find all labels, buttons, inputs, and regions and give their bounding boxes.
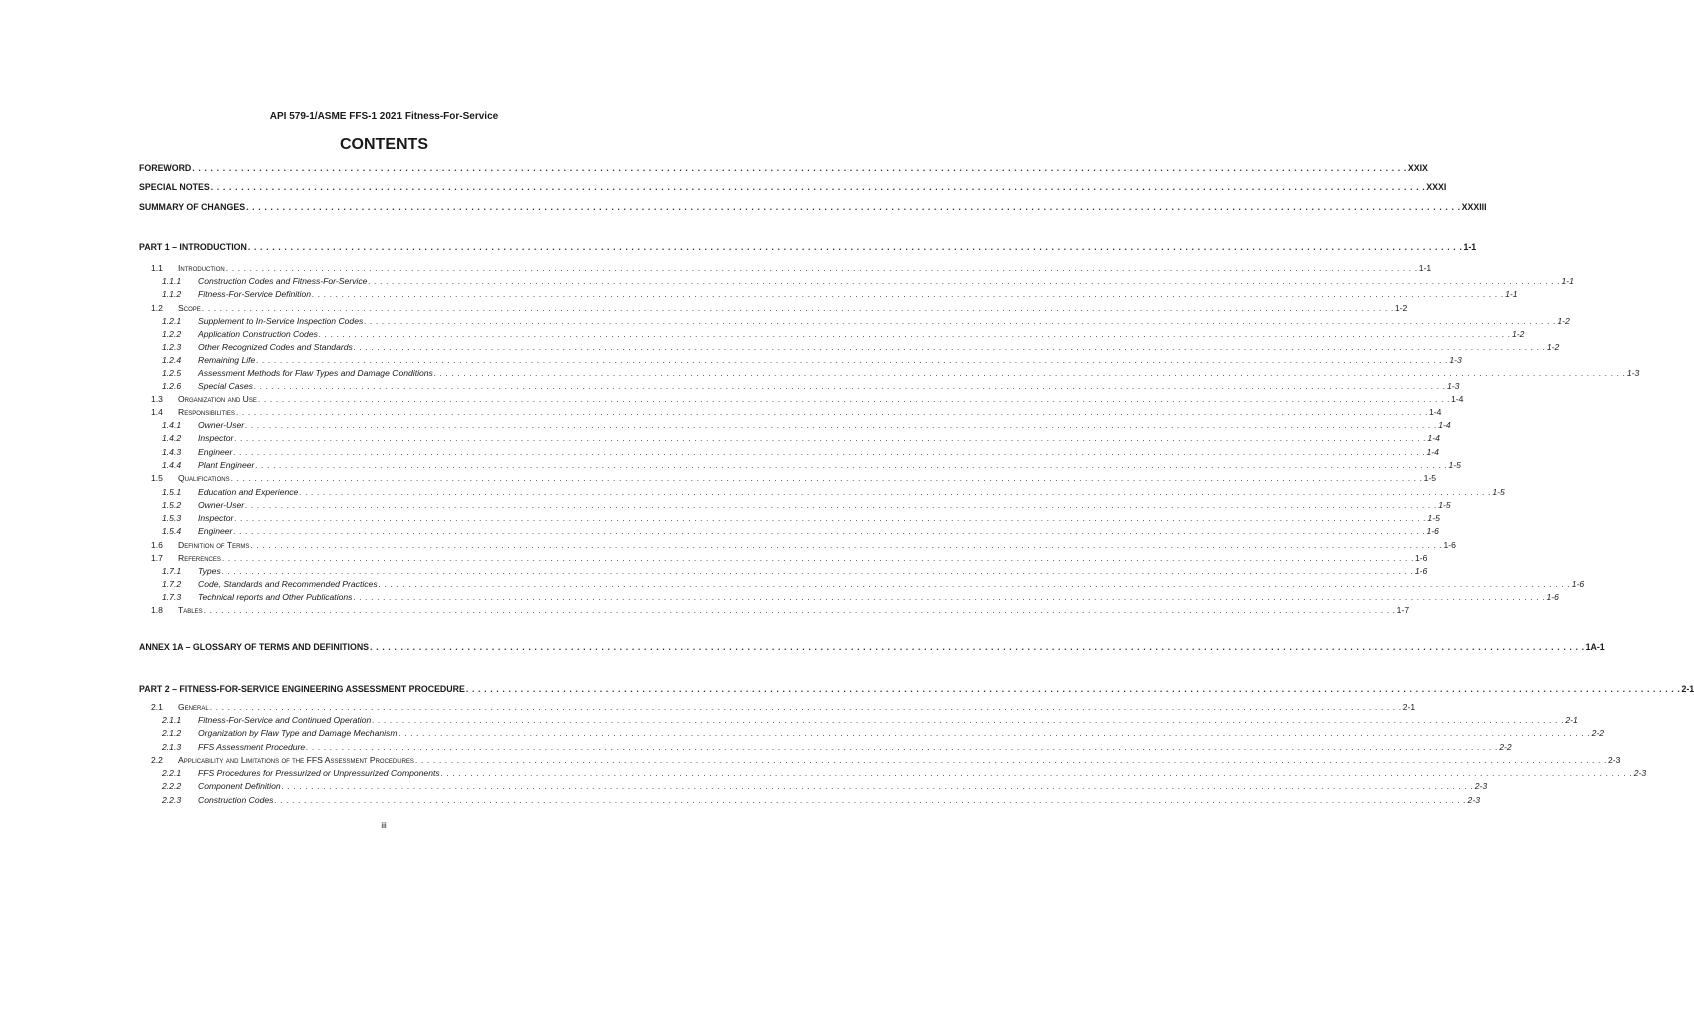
toc-entry-title: Technical reports and Other Publications bbox=[198, 592, 353, 602]
toc-entry-page: 2-1 bbox=[1565, 715, 1578, 725]
dot-leader: . . . . . . . . . . . . . . . . . . . . . . . . . . . . . . . . . . . . . . . . . . . . . . . . . . . . . . . . . . . . . . . . . . . . . . . . . . . . . . . . . . . . . . . . . . . . . . . . . . . . . . . . . . . . . . . . . . . . . . . . . . . . . . . . . . . . . . . . . . . . . . . . . . . . . . . . . . . . . . . . . . . . . . . . . . . . . . . . . . . . . . . . . . . . . . . . . . . . . . . . bbox=[235, 407, 1428, 417]
dot-leader: . . . . . . . . . . . . . . . . . . . . . . . . . . . . . . . . . . . . . . . . . . . . . . . . . . . . . . . . . . . . . . . . . . . . . . . . . . . . . . . . . . . . . . . . . . . . . . . . . . . . . . . . . . . . . . . . . . . . . . . . . . . . . . . . . . . . . . . . . . . . . . . . . . . . . . . . . . . . . . . . . . . . . . . . . . . . . . . . . . . . . . . . . . . . . . . . . . . . . . . . bbox=[225, 263, 1418, 273]
toc-entry-number: 2.1.3 bbox=[162, 742, 182, 752]
toc-entry-title: Application Construction Codes bbox=[198, 329, 318, 339]
dot-leader: . . . . . . . . . . . . . . . . . . . . . . . . . . . . . . . . . . . . . . . . . . . . . . . . . . . . . . . . . . . . . . . . . . . . . . . . . . . . . . . . . . . . . . . . . . . . . . . . . . . . . . . . . . . . . . . . . . . . . . . . . . . . . . . . . . . . . . . . . . . . . . . . . . . . . . . . . . . . . . . . . . . . . . . . . . . . . . . . . . . . . . . . . . . . . . . . . . . . . . . . bbox=[247, 242, 1463, 252]
toc-entry[interactable] bbox=[0, 262, 1432, 275]
toc-entry-title: Owner-User bbox=[198, 500, 245, 510]
toc-entry[interactable] bbox=[0, 288, 1518, 301]
dot-leader: . . . . . . . . . . . . . . . . . . . . . . . . . . . . . . . . . . . . . . . . . . . . . . . . . . . . . . . . . . . . . . . . . . . . . . . . . . . . . . . . . . . . . . . . . . . . . . . . . . . . . . . . . . . . . . . . . . . . . . . . . . . . . . . . . . . . . . . . . . . . . . . . . . . . . . . . . . . . . . . . . . . . . . . . . . . . . . . . . . . . . . . . . . . . . . . . . . . . . . . . bbox=[318, 329, 1511, 339]
toc-entry[interactable] bbox=[0, 714, 1578, 727]
toc-entry[interactable] bbox=[0, 315, 1570, 328]
toc-entry-page: 2-2 bbox=[1499, 742, 1512, 752]
toc-entry-page: 1-4 bbox=[1450, 394, 1464, 404]
toc-entry-number: 1.3 bbox=[151, 394, 163, 404]
toc-entry-title: General bbox=[178, 702, 209, 712]
toc-entry[interactable] bbox=[0, 432, 1440, 445]
toc-entry-title: Organization and Use bbox=[178, 394, 257, 404]
toc-entry-title: PART 1 – INTRODUCTION bbox=[139, 242, 247, 252]
toc-entry-page: 1-6 bbox=[1426, 526, 1439, 536]
toc-entry[interactable] bbox=[0, 525, 1439, 538]
dot-leader: . . . . . . . . . . . . . . . . . . . . . . . . . . . . . . . . . . . . . . . . . . . . . . . . . . . . . . . . . . . . . . . . . . . . . . . . . . . . . . . . . . . . . . . . . . . . . . . . . . . . . . . . . . . . . . . . . . . . . . . . . . . . . . . . . . . . . . . . . . . . . . . . . . . . . . . . . . . . . . . . . . . . . . . . . . . . . . . . . . . . . . . . . . . . . . . . . . . . . . . . bbox=[201, 303, 1394, 313]
toc-entry-title: Types bbox=[198, 566, 221, 576]
toc-entry-title: Construction Codes bbox=[198, 795, 274, 805]
toc-entry-page: 1-1 bbox=[1561, 276, 1574, 286]
toc-entry[interactable] bbox=[0, 683, 1694, 696]
toc-entry-page: XXIX bbox=[1407, 163, 1428, 173]
toc-entry-number: 1.1 bbox=[151, 263, 163, 273]
toc-entry-number: 1.2.1 bbox=[162, 316, 182, 326]
toc-entry-title: Inspector bbox=[198, 433, 234, 443]
toc-entry-page: 1-4 bbox=[1428, 407, 1442, 417]
dot-leader: . . . . . . . . . . . . . . . . . . . . . . . . . . . . . . . . . . . . . . . . . . . . . . . . . . . . . . . . . . . . . . . . . . . . . . . . . . . . . . . . . . . . . . . . . . . . . . . . . . . . . . . . . . . . . . . . . . . . . . . . . . . . . . . . . . . . . . . . . . . . . . . . . . . . . . . . . . . . . . . . . . . . . . . . . . . . . . . . . . . . . . . . . . . . . . . . . . . . . . . . bbox=[398, 728, 1591, 738]
dot-leader: . . . . . . . . . . . . . . . . . . . . . . . . . . . . . . . . . . . . . . . . . . . . . . . . . . . . . . . . . . . . . . . . . . . . . . . . . . . . . . . . . . . . . . . . . . . . . . . . . . . . . . . . . . . . . . . . . . . . . . . . . . . . . . . . . . . . . . . . . . . . . . . . . . . . . . . . . . . . . . . . . . . . . . . . . . . . . . . . . . . . . . . . . . . . . . . . . . . . . . . . bbox=[353, 592, 1546, 602]
toc-entry[interactable] bbox=[0, 459, 1461, 472]
toc-entry-number: 1.7 bbox=[151, 553, 163, 563]
toc-entry-page: 2-1 bbox=[1681, 684, 1694, 694]
contents-heading: CONTENTS bbox=[340, 136, 428, 153]
dot-leader: . . . . . . . . . . . . . . . . . . . . . . . . . . . . . . . . . . . . . . . . . . . . . . . . . . . . . . . . . . . . . . . . . . . . . . . . . . . . . . . . . . . . . . . . . . . . . . . . . . . . . . . . . . . . . . . . . . . . . . . . . . . . . . . . . . . . . . . . . . . . . . . . . . . . . . . . . . . . . . . . . . . . . . . . . . . . . . . . . . . . . . . . . . . . . . . . . . . . . . . . bbox=[233, 447, 1426, 457]
toc-entry[interactable] bbox=[0, 472, 1437, 485]
dot-leader: . . . . . . . . . . . . . . . . . . . . . . . . . . . . . . . . . . . . . . . . . . . . . . . . . . . . . . . . . . . . . . . . . . . . . . . . . . . . . . . . . . . . . . . . . . . . . . . . . . . . . . . . . . . . . . . . . . . . . . . . . . . . . . . . . . . . . . . . . . . . . . . . . . . . . . . . . . . . . . . . . . . . . . . . . . . . . . . . . . . . . . . . . . . . . . . . . . . . . . . . bbox=[209, 702, 1402, 712]
dot-leader: . . . . . . . . . . . . . . . . . . . . . . . . . . . . . . . . . . . . . . . . . . . . . . . . . . . . . . . . . . . . . . . . . . . . . . . . . . . . . . . . . . . . . . . . . . . . . . . . . . . . . . . . . . . . . . . . . . . . . . . . . . . . . . . . . . . . . . . . . . . . . . . . . . . . . . . . . . . . . . . . . . . . . . . . . . . . . . . . . . . . . . . . . . . . . . . . . . . . . . . . bbox=[364, 316, 1557, 326]
toc-entry-title: Code, Standards and Recommended Practices bbox=[198, 579, 378, 589]
toc-entry[interactable] bbox=[0, 181, 1447, 194]
toc-entry-title: Component Definition bbox=[198, 781, 281, 791]
dot-leader: . . . . . . . . . . . . . . . . . . . . . . . . . . . . . . . . . . . . . . . . . . . . . . . . . . . . . . . . . . . . . . . . . . . . . . . . . . . . . . . . . . . . . . . . . . . . . . . . . . . . . . . . . . . . . . . . . . . . . . . . . . . . . . . . . . . . . . . . . . . . . . . . . . . . . . . . . . . . . . . . . . . . . . . . . . . . . . . . . . . . . . . . . . . . . . . . . . . . . . . . bbox=[253, 381, 1446, 391]
dot-leader: . . . . . . . . . . . . . . . . . . . . . . . . . . . . . . . . . . . . . . . . . . . . . . . . . . . . . . . . . . . . . . . . . . . . . . . . . . . . . . . . . . . . . . . . . . . . . . . . . . . . . . . . . . . . . . . . . . . . . . . . . . . . . . . . . . . . . . . . . . . . . . . . . . . . . . . . . . . . . . . . . . . . . . . . . . . . . . . . . . . . . . . . . . . . . . . . . . . . . . . . bbox=[306, 742, 1499, 752]
toc-entry-number: 1.5.3 bbox=[162, 513, 182, 523]
toc-entry-title: Responsibilities bbox=[178, 407, 235, 417]
toc-entry[interactable] bbox=[0, 578, 1585, 591]
toc-entry-number: 1.5.1 bbox=[162, 487, 182, 497]
toc-entry-title: Definition of Terms bbox=[178, 540, 250, 550]
toc-entry-title: FFS Assessment Procedure bbox=[198, 742, 306, 752]
dot-leader: . . . . . . . . . . . . . . . . . . . . . . . . . . . . . . . . . . . . . . . . . . . . . . . . . . . . . . . . . . . . . . . . . . . . . . . . . . . . . . . . . . . . . . . . . . . . . . . . . . . . . . . . . . . . . . . . . . . . . . . . . . . . . . . . . . . . . . . . . . . . . . . . . . . . . . . . . . . . . . . . . . . . . . . . . . . . . . . . . . . . . . . . . . . . . . . . . . . . . . . . bbox=[368, 276, 1561, 286]
dot-leader: . . . . . . . . . . . . . . . . . . . . . . . . . . . . . . . . . . . . . . . . . . . . . . . . . . . . . . . . . . . . . . . . . . . . . . . . . . . . . . . . . . . . . . . . . . . . . . . . . . . . . . . . . . . . . . . . . . . . . . . . . . . . . . . . . . . . . . . . . . . . . . . . . . . . . . . . . . . . . . . . . . . . . . . . . . . . . . . . . . . . . . . . . . . . . . . . . . . . . . . . bbox=[312, 289, 1505, 299]
toc-entry[interactable] bbox=[0, 539, 1456, 552]
toc-entry-number: 2.2 bbox=[151, 755, 163, 765]
toc-entry-title: Owner-User bbox=[198, 420, 245, 430]
toc-entry-title: Organization by Flaw Type and Damage Mechanism bbox=[198, 728, 398, 738]
toc-entry[interactable] bbox=[0, 741, 1512, 754]
toc-entry-number: 1.5.4 bbox=[162, 526, 182, 536]
toc-entry-title: Engineer bbox=[198, 526, 233, 536]
toc-entry-page: 1-1 bbox=[1418, 263, 1432, 273]
toc-entry-number: 1.2.2 bbox=[162, 329, 182, 339]
toc-entry-title: Fitness-For-Service and Continued Operation bbox=[198, 715, 372, 725]
toc-entry-page: 1-5 bbox=[1438, 500, 1451, 510]
toc-entry[interactable] bbox=[0, 727, 1604, 740]
toc-entry-page: 2-1 bbox=[1402, 702, 1416, 712]
toc-entry-title: Tables bbox=[178, 605, 203, 615]
toc-entry-title: Plant Engineer bbox=[198, 460, 255, 470]
dot-leader: . . . . . . . . . . . . . . . . . . . . . . . . . . . . . . . . . . . . . . . . . . . . . . . . . . . . . . . . . . . . . . . . . . . . . . . . . . . . . . . . . . . . . . . . . . . . . . . . . . . . . . . . . . . . . . . . . . . . . . . . . . . . . . . . . . . . . . . . . . . . . . . . . . . . . . . . . . . . . . . . . . . . . . . . . . . . . . . . . . . . . . . . . . . . . . . . . . . . . . . . bbox=[233, 526, 1426, 536]
toc-entry-page: 2-3 bbox=[1467, 795, 1480, 805]
toc-entry-number: 1.4 bbox=[151, 407, 163, 417]
toc-entry-title: References bbox=[178, 553, 221, 563]
toc-entry[interactable] bbox=[0, 201, 1487, 214]
toc-entry-title: Assessment Methods for Flaw Types and Damage Conditions bbox=[198, 368, 433, 378]
toc-entry-title: FFS Procedures for Pressurized or Unpressurized Components bbox=[198, 768, 440, 778]
toc-entry-title: Engineer bbox=[198, 447, 233, 457]
toc-entry-page: 2-3 bbox=[1474, 781, 1488, 791]
toc-entry-number: 1.2 bbox=[151, 303, 163, 313]
toc-entry-number: 2.2.3 bbox=[162, 795, 182, 805]
toc-entry-title: FOREWORD bbox=[139, 163, 192, 173]
toc-entry[interactable] bbox=[0, 780, 1488, 793]
toc-entry-title: SUMMARY OF CHANGES bbox=[139, 202, 246, 212]
toc-entry-number: 1.2.4 bbox=[162, 355, 182, 365]
toc-entry[interactable] bbox=[0, 552, 1428, 565]
dot-leader: . . . . . . . . . . . . . . . . . . . . . . . . . . . . . . . . . . . . . . . . . . . . . . . . . . . . . . . . . . . . . . . . . . . . . . . . . . . . . . . . . . . . . . . . . . . . . . . . . . . . . . . . . . . . . . . . . . . . . . . . . . . . . . . . . . . . . . . . . . . . . . . . . . . . . . . . . . . . . . . . . . . . . . . . . . . . . . . . . . . . . . . . . . . . . . . . . . . . . . . . bbox=[414, 755, 1607, 765]
toc-entry[interactable] bbox=[0, 393, 1464, 406]
toc-entry-page: 1-5 bbox=[1423, 473, 1437, 483]
toc-entry-number: 1.1.1 bbox=[162, 276, 182, 286]
toc-entry-number: 1.4.4 bbox=[162, 460, 182, 470]
toc-entry-title: Fitness-For-Service Definition bbox=[198, 289, 312, 299]
dot-leader: . . . . . . . . . . . . . . . . . . . . . . . . . . . . . . . . . . . . . . . . . . . . . . . . . . . . . . . . . . . . . . . . . . . . . . . . . . . . . . . . . . . . . . . . . . . . . . . . . . . . . . . . . . . . . . . . . . . . . . . . . . . . . . . . . . . . . . . . . . . . . . . . . . . . . . . . . . . . . . . . . . . . . . . . . . . . . . . . . . . . . . . . . . . . . . . . . . . . . . . . bbox=[192, 163, 1407, 173]
toc-entry-page: 1-3 bbox=[1449, 355, 1462, 365]
toc-entry[interactable] bbox=[0, 302, 1408, 315]
dot-leader: . . . . . . . . . . . . . . . . . . . . . . . . . . . . . . . . . . . . . . . . . . . . . . . . . . . . . . . . . . . . . . . . . . . . . . . . . . . . . . . . . . . . . . . . . . . . . . . . . . . . . . . . . . . . . . . . . . . . . . . . . . . . . . . . . . . . . . . . . . . . . . . . . . . . . . . . . . . . . . . . . . . . . . . . . . . . . . . . . . . . . . . . . . . . . . . . . . . . . . . . bbox=[250, 540, 1443, 550]
toc-entry[interactable] bbox=[0, 486, 1505, 499]
toc-entry-page: 1-5 bbox=[1492, 487, 1505, 497]
toc-entry-number: 1.4.3 bbox=[162, 447, 182, 457]
toc-entry-page: 1-5 bbox=[1448, 460, 1461, 470]
toc-entry[interactable] bbox=[0, 162, 1428, 175]
toc-entry-page: 1-5 bbox=[1427, 513, 1440, 523]
toc-entry-page: 1-3 bbox=[1447, 381, 1460, 391]
toc-entry-number: 2.1 bbox=[151, 702, 163, 712]
toc-entry-number: 1.7.3 bbox=[162, 592, 182, 602]
toc-entry-title: ANNEX 1A – GLOSSARY OF TERMS AND DEFINITIONS bbox=[139, 642, 370, 652]
toc-entry[interactable] bbox=[0, 767, 1647, 780]
toc-entry[interactable] bbox=[0, 354, 1462, 367]
toc-entry[interactable] bbox=[0, 604, 1410, 617]
toc-entry-page: 1-6 bbox=[1571, 579, 1585, 589]
toc-entry-page: 1-1 bbox=[1505, 289, 1518, 299]
dot-leader: . . . . . . . . . . . . . . . . . . . . . . . . . . . . . . . . . . . . . . . . . . . . . . . . . . . . . . . . . . . . . . . . . . . . . . . . . . . . . . . . . . . . . . . . . . . . . . . . . . . . . . . . . . . . . . . . . . . . . . . . . . . . . . . . . . . . . . . . . . . . . . . . . . . . . . . . . . . . . . . . . . . . . . . . . . . . . . . . . . . . . . . . . . . . . . . . . . . . . . . . bbox=[221, 553, 1414, 563]
toc-entry[interactable] bbox=[0, 275, 1574, 288]
toc-entry[interactable] bbox=[0, 591, 1559, 604]
toc-entry-title: SPECIAL NOTES bbox=[139, 182, 210, 192]
toc-entry-number: 1.4.1 bbox=[162, 420, 182, 430]
toc-entry-number: 1.8 bbox=[151, 605, 163, 615]
toc-entry-number: 1.2.5 bbox=[162, 368, 182, 378]
toc-entry-number: 2.1.2 bbox=[162, 728, 182, 738]
dot-leader: . . . . . . . . . . . . . . . . . . . . . . . . . . . . . . . . . . . . . . . . . . . . . . . . . . . . . . . . . . . . . . . . . . . . . . . . . . . . . . . . . . . . . . . . . . . . . . . . . . . . . . . . . . . . . . . . . . . . . . . . . . . . . . . . . . . . . . . . . . . . . . . . . . . . . . . . . . . . . . . . . . . . . . . . . . . . . . . . . . . . . . . . . . . . . . . . . . . . . . . . bbox=[465, 684, 1681, 694]
toc-entry-title: Applicability and Limitations of the FFS Assessment Procedures bbox=[178, 755, 414, 765]
toc-entry-page: 1A-1 bbox=[1585, 642, 1605, 652]
dot-leader: . . . . . . . . . . . . . . . . . . . . . . . . . . . . . . . . . . . . . . . . . . . . . . . . . . . . . . . . . . . . . . . . . . . . . . . . . . . . . . . . . . . . . . . . . . . . . . . . . . . . . . . . . . . . . . . . . . . . . . . . . . . . . . . . . . . . . . . . . . . . . . . . . . . . . . . . . . . . . . . . . . . . . . . . . . . . . . . . . . . . . . . . . . . . . . . . . . . . . . . . bbox=[245, 420, 1438, 430]
toc-entry-title: Introduction bbox=[178, 263, 225, 273]
toc-entry-page: 1-2 bbox=[1546, 342, 1560, 352]
dot-leader: . . . . . . . . . . . . . . . . . . . . . . . . . . . . . . . . . . . . . . . . . . . . . . . . . . . . . . . . . . . . . . . . . . . . . . . . . . . . . . . . . . . . . . . . . . . . . . . . . . . . . . . . . . . . . . . . . . . . . . . . . . . . . . . . . . . . . . . . . . . . . . . . . . . . . . . . . . . . . . . . . . . . . . . . . . . . . . . . . . . . . . . . . . . . . . . . . . . . . . . . bbox=[440, 768, 1633, 778]
toc-entry[interactable] bbox=[0, 367, 1640, 380]
toc-entry-number: 1.4.2 bbox=[162, 433, 182, 443]
dot-leader: . . . . . . . . . . . . . . . . . . . . . . . . . . . . . . . . . . . . . . . . . . . . . . . . . . . . . . . . . . . . . . . . . . . . . . . . . . . . . . . . . . . . . . . . . . . . . . . . . . . . . . . . . . . . . . . . . . . . . . . . . . . . . . . . . . . . . . . . . . . . . . . . . . . . . . . . . . . . . . . . . . . . . . . . . . . . . . . . . . . . . . . . . . . . . . . . . . . . . . . . bbox=[433, 368, 1626, 378]
toc-entry-number: 1.2.3 bbox=[162, 342, 182, 352]
toc-entry-page: 2-3 bbox=[1607, 755, 1621, 765]
dot-leader: . . . . . . . . . . . . . . . . . . . . . . . . . . . . . . . . . . . . . . . . . . . . . . . . . . . . . . . . . . . . . . . . . . . . . . . . . . . . . . . . . . . . . . . . . . . . . . . . . . . . . . . . . . . . . . . . . . . . . . . . . . . . . . . . . . . . . . . . . . . . . . . . . . . . . . . . . . . . . . . . . . . . . . . . . . . . . . . . . . . . . . . . . . . . . . . . . . . . . . . . bbox=[378, 579, 1571, 589]
toc-entry[interactable] bbox=[0, 701, 1416, 714]
dot-leader: . . . . . . . . . . . . . . . . . . . . . . . . . . . . . . . . . . . . . . . . . . . . . . . . . . . . . . . . . . . . . . . . . . . . . . . . . . . . . . . . . . . . . . . . . . . . . . . . . . . . . . . . . . . . . . . . . . . . . . . . . . . . . . . . . . . . . . . . . . . . . . . . . . . . . . . . . . . . . . . . . . . . . . . . . . . . . . . . . . . . . . . . . . . . . . . . . . . . . . . . bbox=[257, 394, 1450, 404]
toc-entry[interactable] bbox=[0, 512, 1440, 525]
toc-entry-page: 1-6 bbox=[1546, 592, 1559, 602]
toc-entry-number: 1.5.2 bbox=[162, 500, 182, 510]
dot-leader: . . . . . . . . . . . . . . . . . . . . . . . . . . . . . . . . . . . . . . . . . . . . . . . . . . . . . . . . . . . . . . . . . . . . . . . . . . . . . . . . . . . . . . . . . . . . . . . . . . . . . . . . . . . . . . . . . . . . . . . . . . . . . . . . . . . . . . . . . . . . . . . . . . . . . . . . . . . . . . . . . . . . . . . . . . . . . . . . . . . . . . . . . . . . . . . . . . . . . . . . bbox=[230, 473, 1423, 483]
toc-entry-page: 1-7 bbox=[1396, 605, 1410, 615]
dot-leader: . . . . . . . . . . . . . . . . . . . . . . . . . . . . . . . . . . . . . . . . . . . . . . . . . . . . . . . . . . . . . . . . . . . . . . . . . . . . . . . . . . . . . . . . . . . . . . . . . . . . . . . . . . . . . . . . . . . . . . . . . . . . . . . . . . . . . . . . . . . . . . . . . . . . . . . . . . . . . . . . . . . . . . . . . . . . . . . . . . . . . . . . . . . . . . . . . . . . . . . . bbox=[299, 487, 1492, 497]
toc-entry-number: 1.5 bbox=[151, 473, 163, 483]
toc-entry[interactable] bbox=[0, 341, 1560, 354]
toc-entry[interactable] bbox=[0, 241, 1477, 254]
toc-entry-number: 1.7.1 bbox=[162, 566, 182, 576]
toc-entry-number: 2.2.2 bbox=[162, 781, 182, 791]
toc-entry-page: 1-4 bbox=[1438, 420, 1451, 430]
dot-leader: . . . . . . . . . . . . . . . . . . . . . . . . . . . . . . . . . . . . . . . . . . . . . . . . . . . . . . . . . . . . . . . . . . . . . . . . . . . . . . . . . . . . . . . . . . . . . . . . . . . . . . . . . . . . . . . . . . . . . . . . . . . . . . . . . . . . . . . . . . . . . . . . . . . . . . . . . . . . . . . . . . . . . . . . . . . . . . . . . . . . . . . . . . . . . . . . . . . . . . . . bbox=[255, 460, 1448, 470]
toc-entry[interactable] bbox=[0, 380, 1460, 393]
toc-entry-page: 1-2 bbox=[1394, 303, 1408, 313]
toc-entry-title: Supplement to In-Service Inspection Codes bbox=[198, 316, 364, 326]
document-header: API 579-1/ASME FFS-1 2021 Fitness-For-Service bbox=[269, 111, 499, 122]
toc-entry-title: Remaining Life bbox=[198, 355, 256, 365]
toc-entry-page: XXXI bbox=[1426, 182, 1447, 192]
toc-entry-title: Scope bbox=[178, 303, 201, 313]
toc-entry[interactable] bbox=[0, 641, 1605, 654]
toc-entry-title: Qualifications bbox=[178, 473, 230, 483]
toc-entry-title: Other Recognized Codes and Standards bbox=[198, 342, 353, 352]
toc-entry[interactable] bbox=[0, 406, 1442, 419]
dot-leader: . . . . . . . . . . . . . . . . . . . . . . . . . . . . . . . . . . . . . . . . . . . . . . . . . . . . . . . . . . . . . . . . . . . . . . . . . . . . . . . . . . . . . . . . . . . . . . . . . . . . . . . . . . . . . . . . . . . . . . . . . . . . . . . . . . . . . . . . . . . . . . . . . . . . . . . . . . . . . . . . . . . . . . . . . . . . . . . . . . . . . . . . . . . . . . . . . . . . . . . . bbox=[372, 715, 1565, 725]
dot-leader: . . . . . . . . . . . . . . . . . . . . . . . . . . . . . . . . . . . . . . . . . . . . . . . . . . . . . . . . . . . . . . . . . . . . . . . . . . . . . . . . . . . . . . . . . . . . . . . . . . . . . . . . . . . . . . . . . . . . . . . . . . . . . . . . . . . . . . . . . . . . . . . . . . . . . . . . . . . . . . . . . . . . . . . . . . . . . . . . . . . . . . . . . . . . . . . . . . . . . . . . bbox=[274, 795, 1467, 805]
toc-entry[interactable] bbox=[0, 794, 1480, 807]
toc-entry-page: 1-3 bbox=[1626, 368, 1640, 378]
toc-entry-number: 1.1.2 bbox=[162, 289, 182, 299]
dot-leader: . . . . . . . . . . . . . . . . . . . . . . . . . . . . . . . . . . . . . . . . . . . . . . . . . . . . . . . . . . . . . . . . . . . . . . . . . . . . . . . . . . . . . . . . . . . . . . . . . . . . . . . . . . . . . . . . . . . . . . . . . . . . . . . . . . . . . . . . . . . . . . . . . . . . . . . . . . . . . . . . . . . . . . . . . . . . . . . . . . . . . . . . . . . . . . . . . . . . . . . . bbox=[353, 342, 1546, 352]
dot-leader: . . . . . . . . . . . . . . . . . . . . . . . . . . . . . . . . . . . . . . . . . . . . . . . . . . . . . . . . . . . . . . . . . . . . . . . . . . . . . . . . . . . . . . . . . . . . . . . . . . . . . . . . . . . . . . . . . . . . . . . . . . . . . . . . . . . . . . . . . . . . . . . . . . . . . . . . . . . . . . . . . . . . . . . . . . . . . . . . . . . . . . . . . . . . . . . . . . . . . . . . bbox=[245, 500, 1438, 510]
toc-entry[interactable] bbox=[0, 565, 1428, 578]
toc-entry-page: 1-6 bbox=[1414, 553, 1428, 563]
toc-entry[interactable] bbox=[0, 419, 1451, 432]
toc-entry-title: PART 2 – FITNESS-FOR-SERVICE ENGINEERING ASSESSMENT PROCEDURE bbox=[139, 684, 465, 694]
toc-entry-number: 1.6 bbox=[151, 540, 163, 550]
dot-leader: . . . . . . . . . . . . . . . . . . . . . . . . . . . . . . . . . . . . . . . . . . . . . . . . . . . . . . . . . . . . . . . . . . . . . . . . . . . . . . . . . . . . . . . . . . . . . . . . . . . . . . . . . . . . . . . . . . . . . . . . . . . . . . . . . . . . . . . . . . . . . . . . . . . . . . . . . . . . . . . . . . . . . . . . . . . . . . . . . . . . . . . . . . . . . . . . . . . . . . . . bbox=[246, 202, 1461, 212]
toc-entry-page: 1-2 bbox=[1557, 316, 1570, 326]
dot-leader: . . . . . . . . . . . . . . . . . . . . . . . . . . . . . . . . . . . . . . . . . . . . . . . . . . . . . . . . . . . . . . . . . . . . . . . . . . . . . . . . . . . . . . . . . . . . . . . . . . . . . . . . . . . . . . . . . . . . . . . . . . . . . . . . . . . . . . . . . . . . . . . . . . . . . . . . . . . . . . . . . . . . . . . . . . . . . . . . . . . . . . . . . . . . . . . . . . . . . . . . bbox=[210, 182, 1426, 192]
dot-leader: . . . . . . . . . . . . . . . . . . . . . . . . . . . . . . . . . . . . . . . . . . . . . . . . . . . . . . . . . . . . . . . . . . . . . . . . . . . . . . . . . . . . . . . . . . . . . . . . . . . . . . . . . . . . . . . . . . . . . . . . . . . . . . . . . . . . . . . . . . . . . . . . . . . . . . . . . . . . . . . . . . . . . . . . . . . . . . . . . . . . . . . . . . . . . . . . . . . . . . . . bbox=[281, 781, 1474, 791]
toc-entry[interactable] bbox=[0, 328, 1525, 341]
toc-entry-title: Education and Experience bbox=[198, 487, 299, 497]
toc-entry[interactable] bbox=[0, 499, 1451, 512]
toc-entry-page: 2-3 bbox=[1633, 768, 1647, 778]
dot-leader: . . . . . . . . . . . . . . . . . . . . . . . . . . . . . . . . . . . . . . . . . . . . . . . . . . . . . . . . . . . . . . . . . . . . . . . . . . . . . . . . . . . . . . . . . . . . . . . . . . . . . . . . . . . . . . . . . . . . . . . . . . . . . . . . . . . . . . . . . . . . . . . . . . . . . . . . . . . . . . . . . . . . . . . . . . . . . . . . . . . . . . . . . . . . . . . . . . . . . . . . bbox=[256, 355, 1449, 365]
dot-leader: . . . . . . . . . . . . . . . . . . . . . . . . . . . . . . . . . . . . . . . . . . . . . . . . . . . . . . . . . . . . . . . . . . . . . . . . . . . . . . . . . . . . . . . . . . . . . . . . . . . . . . . . . . . . . . . . . . . . . . . . . . . . . . . . . . . . . . . . . . . . . . . . . . . . . . . . . . . . . . . . . . . . . . . . . . . . . . . . . . . . . . . . . . . . . . . . . . . . . . . . bbox=[234, 513, 1427, 523]
toc-entry-page: 1-6 bbox=[1414, 566, 1428, 576]
toc-entry-page: 1-4 bbox=[1427, 433, 1440, 443]
toc-entry[interactable] bbox=[0, 754, 1621, 767]
toc-entry-number: 2.1.1 bbox=[162, 715, 182, 725]
page-number: iii bbox=[381, 821, 387, 830]
dot-leader: . . . . . . . . . . . . . . . . . . . . . . . . . . . . . . . . . . . . . . . . . . . . . . . . . . . . . . . . . . . . . . . . . . . . . . . . . . . . . . . . . . . . . . . . . . . . . . . . . . . . . . . . . . . . . . . . . . . . . . . . . . . . . . . . . . . . . . . . . . . . . . . . . . . . . . . . . . . . . . . . . . . . . . . . . . . . . . . . . . . . . . . . . . . . . . . . . . . . . . . . bbox=[370, 642, 1585, 652]
toc-entry-title: Inspector bbox=[198, 513, 234, 523]
toc-entry-number: 1.2.6 bbox=[162, 381, 182, 391]
dot-leader: . . . . . . . . . . . . . . . . . . . . . . . . . . . . . . . . . . . . . . . . . . . . . . . . . . . . . . . . . . . . . . . . . . . . . . . . . . . . . . . . . . . . . . . . . . . . . . . . . . . . . . . . . . . . . . . . . . . . . . . . . . . . . . . . . . . . . . . . . . . . . . . . . . . . . . . . . . . . . . . . . . . . . . . . . . . . . . . . . . . . . . . . . . . . . . . . . . . . . . . . bbox=[234, 433, 1427, 443]
toc-entry-title: Special Cases bbox=[198, 381, 253, 391]
toc-entry-number: 1.7.2 bbox=[162, 579, 182, 589]
toc-entry-page: 2-2 bbox=[1591, 728, 1604, 738]
toc-entry-page: 1-2 bbox=[1511, 329, 1525, 339]
dot-leader: . . . . . . . . . . . . . . . . . . . . . . . . . . . . . . . . . . . . . . . . . . . . . . . . . . . . . . . . . . . . . . . . . . . . . . . . . . . . . . . . . . . . . . . . . . . . . . . . . . . . . . . . . . . . . . . . . . . . . . . . . . . . . . . . . . . . . . . . . . . . . . . . . . . . . . . . . . . . . . . . . . . . . . . . . . . . . . . . . . . . . . . . . . . . . . . . . . . . . . . . bbox=[221, 566, 1414, 576]
toc-entry-page: 1-4 bbox=[1426, 447, 1439, 457]
toc-entry-page: 1-6 bbox=[1443, 540, 1456, 550]
toc-entry-title: Construction Codes and Fitness-For-Service bbox=[198, 276, 368, 286]
toc-entry-page: XXXIII bbox=[1461, 202, 1487, 212]
toc-entry[interactable] bbox=[0, 446, 1439, 459]
toc-entry-page: 1-1 bbox=[1463, 242, 1477, 252]
dot-leader: . . . . . . . . . . . . . . . . . . . . . . . . . . . . . . . . . . . . . . . . . . . . . . . . . . . . . . . . . . . . . . . . . . . . . . . . . . . . . . . . . . . . . . . . . . . . . . . . . . . . . . . . . . . . . . . . . . . . . . . . . . . . . . . . . . . . . . . . . . . . . . . . . . . . . . . . . . . . . . . . . . . . . . . . . . . . . . . . . . . . . . . . . . . . . . . . . . . . . . . . bbox=[203, 605, 1396, 615]
toc-entry-number: 2.2.1 bbox=[162, 768, 182, 778]
